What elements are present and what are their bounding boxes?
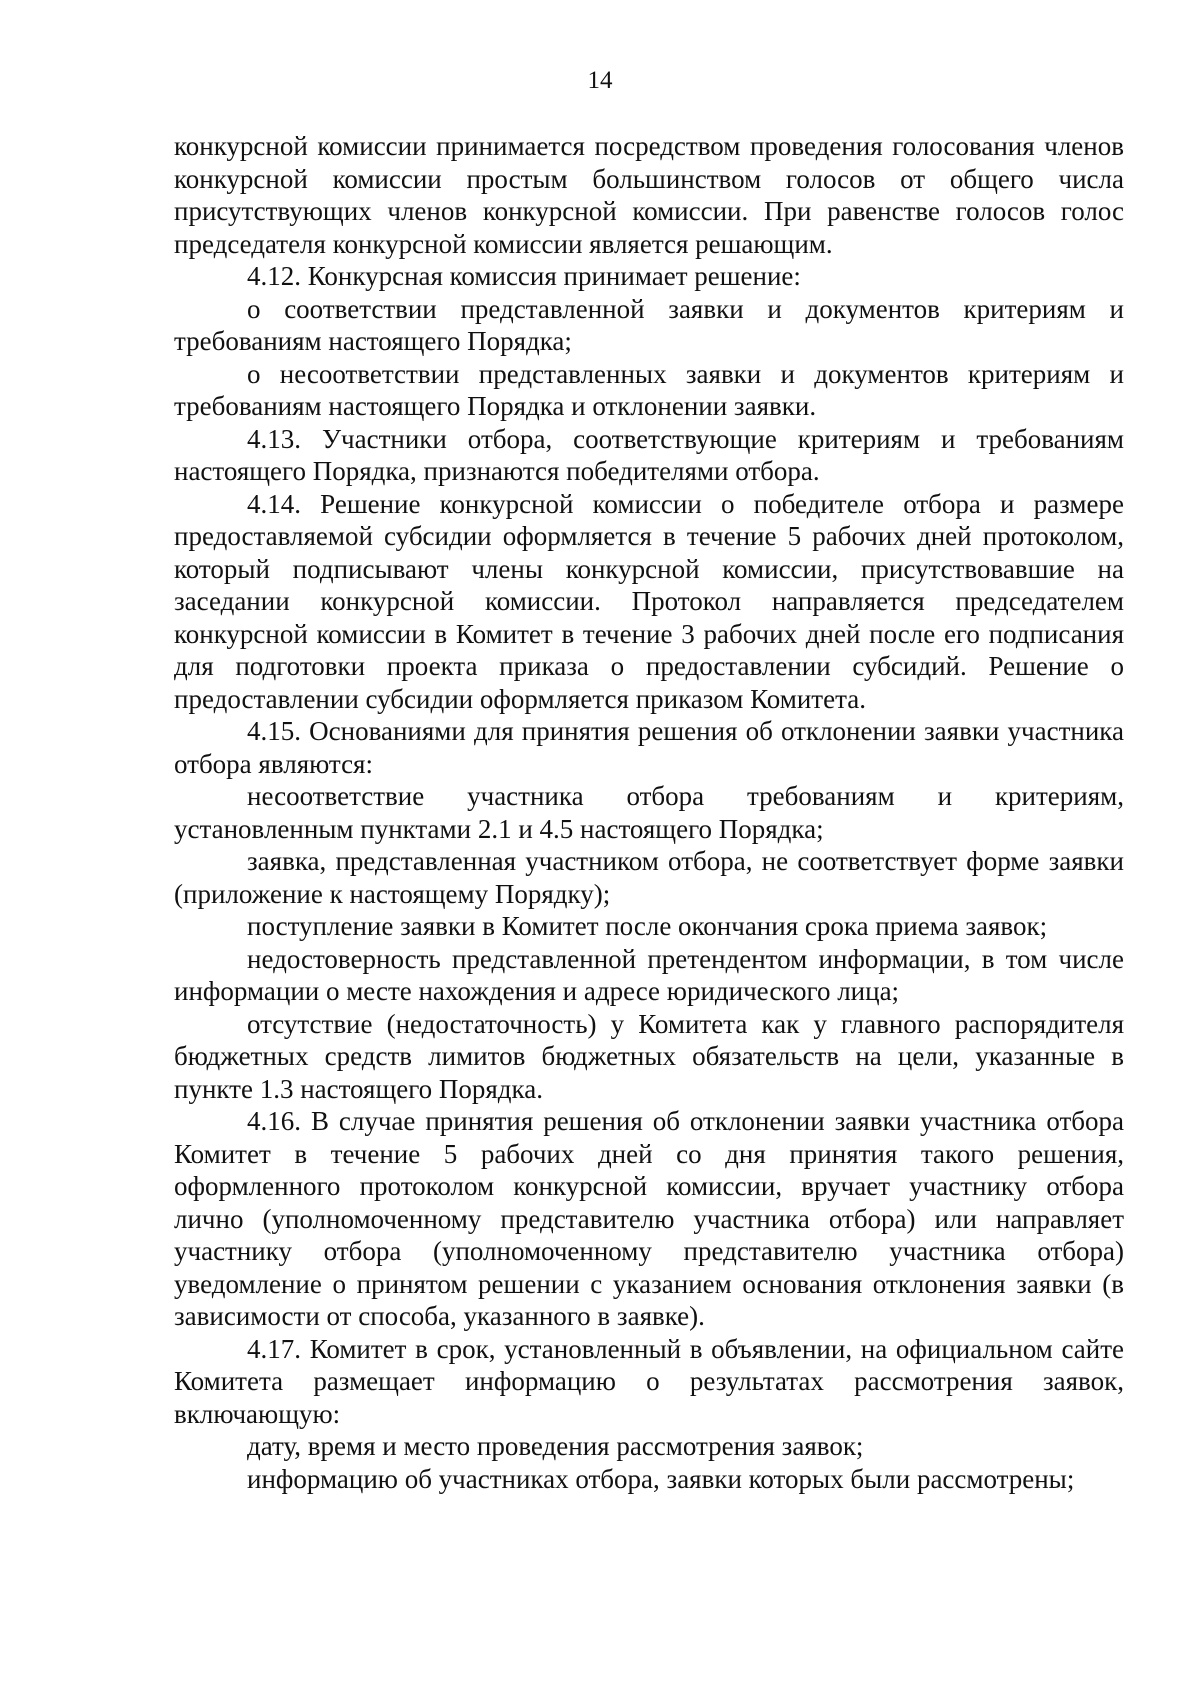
paragraph-4-15: 4.15. Основаниями для принятия решения об отклонении заявки участника отбора являются: — [174, 716, 1124, 779]
paragraph-4-16: 4.16. В случае принятия решения об отклонении заявки участника отбора Комитет в течение 5 рабочих дней со дня принятия такого решения, оформленного протоколом конкурсной комиссии, вручает участнику отбора лично (уполномоченному представителю участника отбора) или направляет участнику отбора (уполномоченному представителю участника отбора) уведомление о принятом решении с указанием основания отклонения заявки (в зависимости от способа, указанного в заявке). — [174, 1106, 1124, 1331]
page-number: 14 — [587, 67, 613, 94]
paragraph-4-15-item-4: недостоверность представленной претендентом информации, в том числе информации о месте нахождения и адресе юридического лица; — [174, 943, 1124, 1006]
paragraph-4-15-item-2: заявка, представленная участником отбора, не соответствует форме заявки (приложение к настоящему Порядку); — [174, 846, 1124, 909]
paragraph-continuation: конкурсной комиссии принимается посредством проведения голосования членов конкурсной комиссии простым большинством голосов от общего числа присутствующих членов конкурсной комиссии. При равенстве голосов голос председателя конкурсной комиссии является решающим. — [174, 131, 1124, 259]
paragraph-4-12: 4.12. Конкурсная комиссия принимает решение: — [247, 261, 801, 291]
paragraph-4-17: 4.17. Комитет в срок, установленный в объявлении, на официальном сайте Комитета размещает информацию о результатах рассмотрения заявок, включающую: — [174, 1333, 1124, 1429]
paragraph-4-15-item-5: отсутствие (недостаточность) у Комитета как у главного распорядителя бюджетных средств лимитов бюджетных обязательств на цели, указанные в пункте 1.3 настоящего Порядка. — [174, 1008, 1124, 1104]
paragraph-4-13: 4.13. Участники отбора, соответствующие критериям и требованиям настоящего Порядка, признаются победителями отбора. — [174, 423, 1124, 486]
paragraph-4-15-item-1: несоответствие участника отбора требованиям и критериям, установленным пунктами 2.1 и 4.5 настоящего Порядка; — [174, 781, 1124, 844]
paragraph-4-17-item-1: дату, время и место проведения рассмотрения заявок; — [247, 1431, 864, 1461]
paragraph-4-12-item-2: о несоответствии представленных заявки и документов критериям и требованиям настоящего Порядка и отклонении заявки. — [174, 358, 1124, 421]
paragraph-4-17-item-2: информацию об участниках отбора, заявки которых были рассмотрены; — [247, 1463, 1075, 1494]
paragraph-4-15-item-3: поступление заявки в Комитет после окончания срока приема заявок; — [247, 911, 1048, 941]
document-body — [174, 130, 1124, 1495]
paragraph-4-14: 4.14. Решение конкурсной комиссии о победителе отбора и размере предоставляемой субсидии оформляется в течение 5 рабочих дней протоколом, который подписывают члены конкурсной комиссии, присутствовавшие на заседании конкурсной комиссии. Протокол направляется председателем конкурсной комиссии в Комитет в течение 3 рабочих дней после его подписания для подготовки проекта приказа о предоставлении субсидий. Решение о предоставлении субсидии оформляется приказом Комитета. — [174, 488, 1124, 714]
paragraph-4-12-item-1: о соответствии представленной заявки и документов критериям и требованиям настоящего Порядка; — [174, 293, 1124, 356]
